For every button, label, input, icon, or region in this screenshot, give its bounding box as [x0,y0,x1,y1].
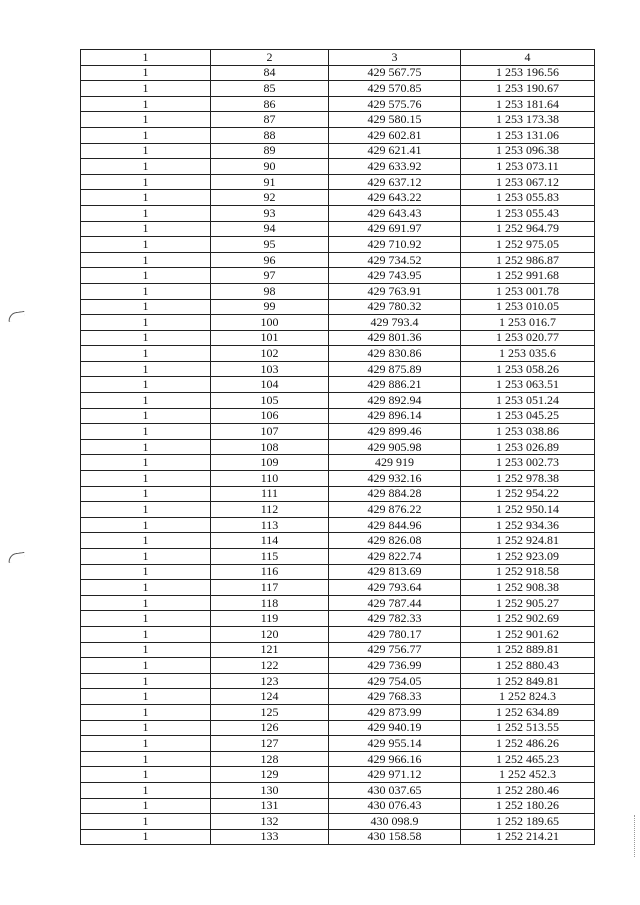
table-cell-col-3: 429 830.86 [329,346,461,362]
table-cell-col-3: 429 575.76 [329,96,461,112]
table-cell-col-4: 1 252 923.09 [461,549,595,565]
table-cell-col-3: 429 892.94 [329,393,461,409]
table-cell-col-4: 1 253 001.78 [461,283,595,299]
table-cell-col-1: 1 [81,96,211,112]
table-cell-col-3: 429 826.08 [329,533,461,549]
table-cell-col-1: 1 [81,205,211,221]
table-row [81,439,595,455]
table-row [81,658,595,674]
table-cell-col-3: 429 886.21 [329,377,461,393]
table-cell-col-1: 1 [81,455,211,471]
table-cell-col-1: 1 [81,471,211,487]
table-row [81,673,595,689]
table-row [81,595,595,611]
table-cell-col-2: 107 [211,424,329,440]
table-row [81,736,595,752]
table-row [81,408,595,424]
table-cell-col-1: 1 [81,268,211,284]
table-cell-col-1: 1 [81,439,211,455]
table-cell-col-3: 429 637.12 [329,174,461,190]
table-row [81,174,595,190]
table-cell-col-4: 1 252 180.26 [461,798,595,814]
table-cell-col-2: 87 [211,112,329,128]
table-cell-col-3: 429 899.46 [329,424,461,440]
table-cell-col-3: 429 570.85 [329,81,461,97]
table-cell-col-1: 1 [81,704,211,720]
table-row [81,330,595,346]
table-cell-col-2: 90 [211,159,329,175]
table-cell-col-4: 1 252 824.3 [461,689,595,705]
table-cell-col-4: 1 252 849.81 [461,673,595,689]
table-cell-col-1: 1 [81,361,211,377]
table-cell-col-4: 1 253 020.77 [461,330,595,346]
table-row [81,517,595,533]
table-cell-col-3: 429 736.99 [329,658,461,674]
table-cell-col-2: 86 [211,96,329,112]
table-cell-col-3: 429 940.19 [329,720,461,736]
table-cell-col-1: 1 [81,580,211,596]
table-cell-col-3: 429 643.43 [329,205,461,221]
table-row [81,159,595,175]
table-row [81,127,595,143]
table-cell-col-4: 1 253 055.83 [461,190,595,206]
table-cell-col-3: 429 971.12 [329,767,461,783]
table-cell-col-1: 1 [81,315,211,331]
table-cell-col-2: 99 [211,299,329,315]
table-row [81,283,595,299]
table-cell-col-2: 91 [211,174,329,190]
table-cell-col-1: 1 [81,408,211,424]
table-cell-col-4: 1 252 280.46 [461,782,595,798]
table-cell-col-3: 430 037.65 [329,782,461,798]
table-cell-col-4: 1 253 067.12 [461,174,595,190]
column-header-2: 2 [211,50,329,66]
table-row [81,533,595,549]
table-row [81,720,595,736]
table-cell-col-1: 1 [81,190,211,206]
table-row [81,112,595,128]
table-cell-col-1: 1 [81,798,211,814]
table-cell-col-4: 1 252 486.26 [461,736,595,752]
table-cell-col-1: 1 [81,517,211,533]
table-cell-col-2: 133 [211,829,329,845]
table-cell-col-4: 1 252 189.65 [461,814,595,830]
table-cell-col-4: 1 253 173.38 [461,112,595,128]
table-cell-col-2: 103 [211,361,329,377]
table-cell-col-2: 128 [211,751,329,767]
table-row [81,190,595,206]
table-row [81,299,595,315]
table-cell-col-2: 117 [211,580,329,596]
table-cell-col-1: 1 [81,283,211,299]
column-header-3: 3 [329,50,461,66]
table-cell-col-2: 119 [211,611,329,627]
table-cell-col-1: 1 [81,814,211,830]
table-cell-col-2: 98 [211,283,329,299]
table-cell-col-2: 130 [211,782,329,798]
column-header-1: 1 [81,50,211,66]
table-cell-col-4: 1 253 096.38 [461,143,595,159]
table-row [81,377,595,393]
table-cell-col-1: 1 [81,424,211,440]
table-row [81,626,595,642]
table-cell-col-3: 429 793.64 [329,580,461,596]
table-cell-col-4: 1 252 934.36 [461,517,595,533]
table-header [81,50,595,66]
header-row [81,50,595,66]
coordinates-table [80,49,595,845]
table-cell-col-2: 95 [211,237,329,253]
table-row [81,96,595,112]
table-cell-col-3: 429 896.14 [329,408,461,424]
table-cell-col-3: 429 633.92 [329,159,461,175]
table-cell-col-4: 1 252 978.38 [461,471,595,487]
table-cell-col-3: 430 076.43 [329,798,461,814]
table-cell-col-4: 1 252 465.23 [461,751,595,767]
table-cell-col-1: 1 [81,159,211,175]
table-cell-col-3: 429 793.4 [329,315,461,331]
table-cell-col-1: 1 [81,377,211,393]
table-cell-col-4: 1 252 975.05 [461,237,595,253]
table-cell-col-1: 1 [81,112,211,128]
table-cell-col-4: 1 253 026.89 [461,439,595,455]
table-row [81,829,595,845]
table-row [81,65,595,81]
table-cell-col-4: 1 252 950.14 [461,502,595,518]
table-cell-col-1: 1 [81,299,211,315]
table-cell-col-2: 110 [211,471,329,487]
table-cell-col-3: 429 691.97 [329,221,461,237]
table-cell-col-3: 429 643.22 [329,190,461,206]
table-cell-col-2: 101 [211,330,329,346]
table-cell-col-1: 1 [81,237,211,253]
table-cell-col-4: 1 252 986.87 [461,252,595,268]
table-cell-col-1: 1 [81,689,211,705]
table-cell-col-4: 1 253 063.51 [461,377,595,393]
table-row [81,782,595,798]
table-cell-col-4: 1 253 002.73 [461,455,595,471]
table-cell-col-3: 429 567.75 [329,65,461,81]
table-cell-col-1: 1 [81,782,211,798]
table-cell-col-3: 429 602.81 [329,127,461,143]
table-row [81,268,595,284]
table-row [81,704,595,720]
table-cell-col-1: 1 [81,720,211,736]
table-cell-col-2: 89 [211,143,329,159]
table-cell-col-3: 429 710.92 [329,237,461,253]
table-cell-col-1: 1 [81,174,211,190]
table-cell-col-2: 123 [211,673,329,689]
table-cell-col-2: 105 [211,393,329,409]
table-cell-col-1: 1 [81,486,211,502]
table-cell-col-3: 429 813.69 [329,564,461,580]
table-cell-col-4: 1 253 010.05 [461,299,595,315]
table-cell-col-4: 1 253 181.64 [461,96,595,112]
column-header-4: 4 [461,50,595,66]
table-cell-col-3: 429 822.74 [329,549,461,565]
table-row [81,346,595,362]
table-cell-col-3: 429 966.16 [329,751,461,767]
table-cell-col-2: 102 [211,346,329,362]
table-cell-col-1: 1 [81,549,211,565]
table-cell-col-3: 429 743.95 [329,268,461,284]
table-body [81,65,595,845]
table-cell-col-2: 126 [211,720,329,736]
table-row [81,252,595,268]
table-cell-col-4: 1 253 073.11 [461,159,595,175]
table-cell-col-1: 1 [81,393,211,409]
table-cell-col-4: 1 252 513.55 [461,720,595,736]
table-cell-col-3: 430 158.58 [329,829,461,845]
table-row [81,81,595,97]
table-cell-col-2: 118 [211,595,329,611]
table-cell-col-2: 127 [211,736,329,752]
table-cell-col-3: 429 734.52 [329,252,461,268]
table-cell-col-3: 429 844.96 [329,517,461,533]
table-cell-col-1: 1 [81,595,211,611]
table-row [81,689,595,705]
table-row [81,751,595,767]
table-cell-col-1: 1 [81,611,211,627]
table-cell-col-2: 124 [211,689,329,705]
table-cell-col-3: 429 621.41 [329,143,461,159]
table-cell-col-1: 1 [81,330,211,346]
table-cell-col-1: 1 [81,751,211,767]
table-cell-col-2: 109 [211,455,329,471]
table-cell-col-2: 121 [211,642,329,658]
table-row [81,767,595,783]
table-cell-col-2: 92 [211,190,329,206]
table-cell-col-1: 1 [81,767,211,783]
table-cell-col-3: 429 955.14 [329,736,461,752]
table-cell-col-1: 1 [81,673,211,689]
table-cell-col-3: 429 580.15 [329,112,461,128]
table-cell-col-1: 1 [81,127,211,143]
table-cell-col-4: 1 253 045.25 [461,408,595,424]
table-cell-col-4: 1 252 880.43 [461,658,595,674]
table-cell-col-2: 111 [211,486,329,502]
table-cell-col-1: 1 [81,346,211,362]
table-row [81,361,595,377]
table-row [81,424,595,440]
table-cell-col-4: 1 252 889.81 [461,642,595,658]
table-row [81,393,595,409]
table-cell-col-1: 1 [81,252,211,268]
table-cell-col-3: 429 782.33 [329,611,461,627]
table-cell-col-2: 88 [211,127,329,143]
table-row [81,471,595,487]
table-cell-col-1: 1 [81,736,211,752]
table-cell-col-2: 94 [211,221,329,237]
table-row [81,221,595,237]
table-cell-col-1: 1 [81,502,211,518]
table-row [81,486,595,502]
table-cell-col-2: 132 [211,814,329,830]
table-cell-col-4: 1 252 214.21 [461,829,595,845]
table-cell-col-2: 93 [211,205,329,221]
table-cell-col-4: 1 253 051.24 [461,393,595,409]
table-row [81,611,595,627]
table-cell-col-2: 129 [211,767,329,783]
table-row [81,502,595,518]
table-row [81,642,595,658]
table-cell-col-1: 1 [81,81,211,97]
table-cell-col-3: 429 756.77 [329,642,461,658]
table-cell-col-2: 85 [211,81,329,97]
table-cell-col-3: 429 884.28 [329,486,461,502]
table-cell-col-3: 429 801.36 [329,330,461,346]
table-cell-col-4: 1 252 991.68 [461,268,595,284]
table-cell-col-3: 429 780.32 [329,299,461,315]
table-row [81,580,595,596]
table-cell-col-1: 1 [81,65,211,81]
table-cell-col-2: 112 [211,502,329,518]
table-cell-col-4: 1 252 902.69 [461,611,595,627]
scan-edge-mark [634,815,636,857]
table-row [81,814,595,830]
table-row [81,205,595,221]
table-cell-col-2: 116 [211,564,329,580]
table-cell-col-4: 1 253 055.43 [461,205,595,221]
table-row [81,237,595,253]
table-cell-col-1: 1 [81,642,211,658]
table-cell-col-4: 1 252 918.58 [461,564,595,580]
table-cell-col-4: 1 253 131.06 [461,127,595,143]
table-cell-col-2: 106 [211,408,329,424]
margin-pencil-mark [7,552,25,563]
table-cell-col-2: 114 [211,533,329,549]
table-row [81,143,595,159]
table-cell-col-3: 429 873.99 [329,704,461,720]
table-cell-col-4: 1 253 035.6 [461,346,595,362]
table-cell-col-3: 429 763.91 [329,283,461,299]
table-cell-col-2: 122 [211,658,329,674]
table-row [81,315,595,331]
table-cell-col-1: 1 [81,143,211,159]
table-cell-col-3: 429 768.33 [329,689,461,705]
table-cell-col-1: 1 [81,658,211,674]
table-row [81,564,595,580]
table-cell-col-4: 1 252 901.62 [461,626,595,642]
table-cell-col-3: 429 754.05 [329,673,461,689]
table-cell-col-2: 104 [211,377,329,393]
table-cell-col-2: 97 [211,268,329,284]
table-cell-col-2: 100 [211,315,329,331]
table-row [81,455,595,471]
table-cell-col-4: 1 252 954.22 [461,486,595,502]
table-cell-col-3: 430 098.9 [329,814,461,830]
table-cell-col-3: 429 780.17 [329,626,461,642]
margin-pencil-mark [7,311,25,322]
table-cell-col-4: 1 253 196.56 [461,65,595,81]
table-cell-col-4: 1 252 924.81 [461,533,595,549]
table-cell-col-4: 1 252 964.79 [461,221,595,237]
table-cell-col-1: 1 [81,533,211,549]
table-cell-col-2: 131 [211,798,329,814]
table-cell-col-4: 1 252 452.3 [461,767,595,783]
table-cell-col-2: 125 [211,704,329,720]
table-cell-col-4: 1 253 016.7 [461,315,595,331]
table-cell-col-2: 115 [211,549,329,565]
table-cell-col-1: 1 [81,564,211,580]
table-row [81,549,595,565]
table-cell-col-2: 96 [211,252,329,268]
table-cell-col-3: 429 919 [329,455,461,471]
table-cell-col-2: 84 [211,65,329,81]
table-cell-col-3: 429 787.44 [329,595,461,611]
table-cell-col-2: 120 [211,626,329,642]
table-cell-col-4: 1 253 058.26 [461,361,595,377]
table-cell-col-2: 108 [211,439,329,455]
table-cell-col-3: 429 905.98 [329,439,461,455]
table-cell-col-4: 1 252 905.27 [461,595,595,611]
table-cell-col-3: 429 876.22 [329,502,461,518]
table-cell-col-4: 1 252 908.38 [461,580,595,596]
table-cell-col-1: 1 [81,829,211,845]
table-cell-col-4: 1 252 634.89 [461,704,595,720]
table-cell-col-3: 429 932.16 [329,471,461,487]
table-cell-col-1: 1 [81,626,211,642]
table-cell-col-4: 1 253 190.67 [461,81,595,97]
table-cell-col-2: 113 [211,517,329,533]
table-cell-col-4: 1 253 038.86 [461,424,595,440]
table-row [81,798,595,814]
table-cell-col-1: 1 [81,221,211,237]
table-cell-col-3: 429 875.89 [329,361,461,377]
